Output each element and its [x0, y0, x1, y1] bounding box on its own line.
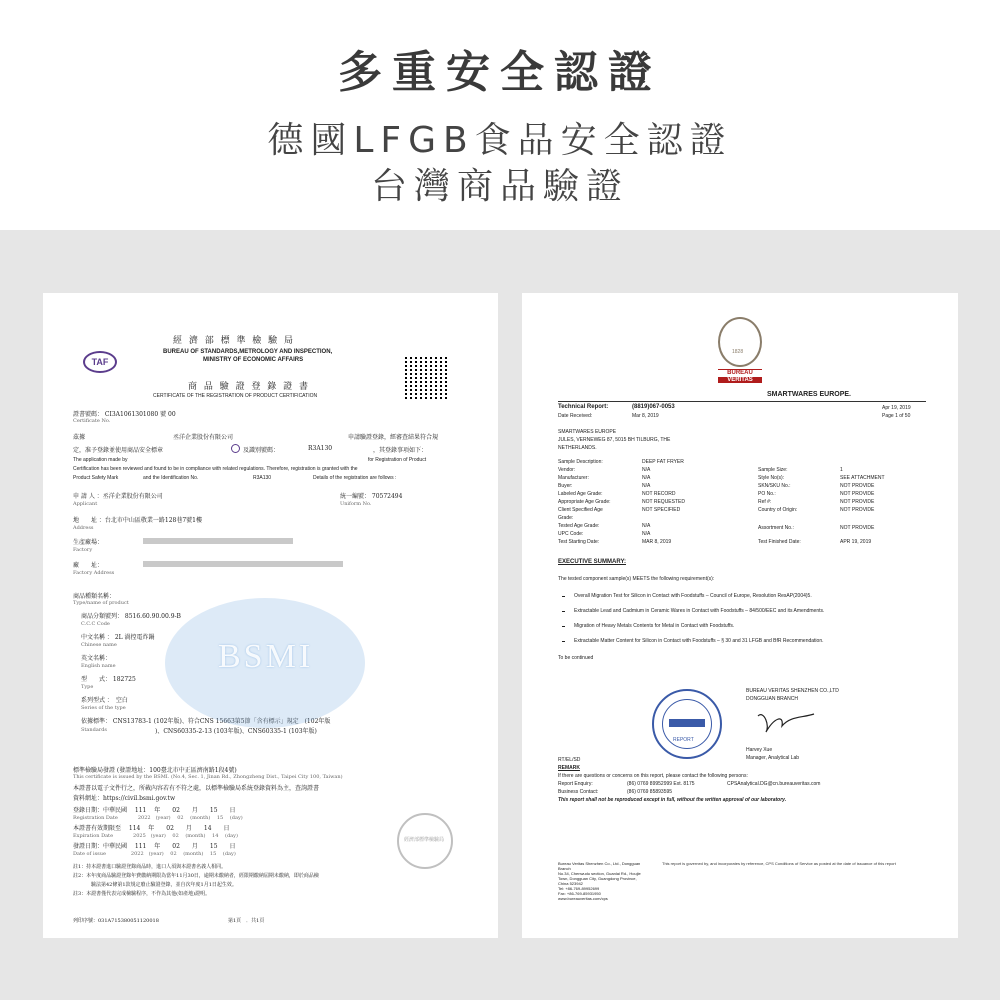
bullet-icon [562, 596, 565, 597]
bsmi-certificate [43, 293, 498, 938]
report-label: Technical Report: [558, 404, 609, 410]
apply-text: 申請驗證登錄，經審查結果符合規 [348, 434, 439, 441]
bv-year: 1828 [732, 349, 744, 355]
print-serial: 列印序號：031A715380051120018 [73, 918, 159, 924]
en-para1: The application made by [73, 457, 128, 463]
client-name: SMARTWARES EUROPE [558, 429, 617, 435]
field-value: N/A [642, 467, 651, 473]
field-value: N/A [642, 475, 651, 481]
field-label: Client Specified Age [558, 507, 603, 513]
bv-logo-bottom: VERITAS [718, 377, 762, 383]
report-page: Page 1 of 50 [882, 413, 911, 419]
field-label: Buyer: [558, 483, 573, 489]
en-para3b: and the Identification No. [143, 475, 199, 481]
agency-name-cn: 經 濟 部 標 準 檢 驗 局 [173, 336, 296, 346]
series-field: 系列型式 ： 空白 [81, 697, 128, 704]
client-country: NETHERLANDS. [558, 445, 597, 451]
remark-text: If there are questions or concerns on this report, please contact the following persons: [558, 773, 748, 779]
en-para2: Certification has been reviewed and found to be in compliance with related regulations. Therefore, registration is granted with the [73, 466, 358, 472]
applicant-en: Applicant [73, 501, 98, 507]
en-para3: Product Safety Mark [73, 475, 119, 481]
uniform-no: 統一編號： 70572494 [340, 493, 403, 500]
issue-date-en: Date of issue 2022 (year) 02 (month) 15 (day) [73, 851, 236, 857]
note-1: 註1：持本證書進口驗證登錄商品時，進口人須與本證書名義人相同。 [73, 864, 227, 870]
main-title: 多重安全認證 [338, 47, 662, 98]
enquiry-phone: (86) 0769 89952999 Ext. 8175 [627, 781, 695, 787]
signature-icon [754, 708, 824, 738]
bsmi-watermark: BSMI [218, 638, 314, 675]
ccc-code: 商品分類號列： 8516.60.90.00.9-B [81, 613, 181, 620]
summary-intro: The tested component sample(s) MEETS the following requirement(s): [558, 576, 715, 582]
issue-date: 發證日期：中華民國 111 年 02 月 15 日 [73, 843, 236, 850]
field-value: NOT SPECIFIED [642, 507, 681, 513]
bv-seal-band [669, 719, 705, 727]
header [0, 0, 1000, 230]
en-para1b: for Registration of Product [368, 457, 427, 463]
english-name: 英文名稱： [81, 655, 112, 662]
enquiry-label: Report Enquiry: [558, 781, 593, 787]
registration-date: 登錄日期：中華民國 111 年 02 月 15 日 [73, 807, 236, 814]
detail-text: ，其登錄事項如下： [373, 447, 428, 454]
en-para3c: Details of the registration are follows : [313, 475, 397, 481]
report-company: SMARTWARES EUROPE. [767, 391, 852, 398]
field-label: Country of Origin: [758, 507, 798, 513]
requirement-item: Migration of Heavy Metals Contents for Metal in Contact with Foodstuffs. [574, 623, 735, 629]
field-label: Test Starting Date: [558, 539, 600, 545]
requirement-item: Overall Migration Test for Silicon in Contact with Foodstuffs – Council of Europe, Resolution ResAP(2004)5. [574, 593, 812, 599]
chinese-name-en: Chinese name [81, 642, 117, 648]
field-value: 1 [840, 467, 843, 473]
address-field: 地 址 ：台北市中山區敬業一路128巷7號1樓 [73, 517, 202, 524]
field-value: N/A [642, 531, 651, 537]
note-2: 註2：本年度商品驗證登錄年費繳納期限為當年11月30日，逾期未繳納者，經限期繳納屆期未繳納，即於商品檢 [73, 873, 319, 879]
summary-title: EXECUTIVE SUMMARY: [558, 559, 627, 565]
redacted-factory [143, 538, 293, 544]
redacted-factory-address [143, 561, 343, 567]
subtitle-lfgb: 德國LFGB食品安全認證 [267, 120, 733, 161]
field-label: Labeled Age Grade: [558, 491, 603, 497]
footer-address-2: No.34, Chenwudu section, Guanlai Rd., Houjie Town, Dongguan City, Guangdong Province, China 523942 [558, 871, 641, 886]
cert-number-en: Certificate No. [73, 418, 111, 424]
client-address: JULES, VERNEWEG 87, 5015 BH TILBURG, THE [558, 437, 671, 443]
bv-logo-top: BUREAU [718, 369, 762, 376]
report-date: Apr 19, 2019 [882, 405, 911, 411]
signer-title: Manager, Analytical Lab [746, 755, 800, 761]
electronic-note: 本證書以電子文件行之，所載內容若有不符之處，以標準檢驗局系統登錄資料為主，查詢證書 [73, 785, 320, 792]
ministry-name-en: MINISTRY OF ECONOMIC AFFAIRS [203, 357, 304, 363]
factory-address-en: Factory Address [73, 570, 115, 576]
field-value: NOT PROVIDE [840, 507, 875, 513]
expiration-date-en: Expiration Date 2025 (year) 02 (month) 14 (day) [73, 833, 238, 839]
field-label: Appropriate Age Grade: [558, 499, 611, 505]
field-value: SEE ATTACHMENT [840, 475, 885, 481]
contact-phone: (86) 0769 85893595 [627, 789, 673, 795]
applicant-field: 申 請 人 ：丞洋企業股份有限公司 [73, 493, 163, 500]
issuer-line: 標準檢驗局發證 (發證地址：100臺北市中正區濟南路1段4號) [73, 767, 237, 774]
field-label: Sample Size: [758, 467, 788, 473]
en-id-number: R3A130 [253, 475, 272, 481]
website-line: 資料網址：https://civil.bsmi.gov.tw [73, 795, 176, 802]
divider [558, 401, 926, 402]
field-value: NOT PROVIDE [840, 525, 875, 531]
cert-number: 證書號碼： CI3A1061301080 號 00 [73, 411, 176, 418]
footer-tel: Tel: +86-769-89952699 [558, 886, 600, 891]
field-label: SKN/SKU No.: [758, 483, 791, 489]
bureau-veritas-report [522, 293, 958, 938]
field-value: DEEP FAT FRYER [642, 459, 684, 465]
chinese-name: 中文名稱 ： 2L 渦控電炸鍋 [81, 634, 155, 641]
footer-web[interactable]: www.bureauveritas.com/cps [558, 896, 608, 901]
field-value: APR 19, 2019 [840, 539, 872, 545]
signer-name: Harvey Xue [746, 747, 773, 753]
footer-terms: This report is governed by, and incorporates by reference, CPS Conditions of Service as posted at the date of issuance of this report [662, 861, 896, 866]
bullet-icon [562, 641, 565, 642]
address-en: Address [73, 525, 94, 531]
registration-date-en: Registration Date 2022 (year) 02 (month) 15 (day) [73, 815, 243, 821]
requirement-item: Extractable Lead and Cadmium in Ceramic Wares in Contact with Foodstuffs – 84/500/EEC and its Amendments. [574, 608, 825, 614]
qr-code-icon [405, 355, 449, 399]
subtitle-taiwan: 台灣商品驗證 [370, 166, 629, 207]
product-name-en: Type/name of product [73, 600, 129, 606]
standards-en: Standards [81, 727, 107, 733]
received-date: Mar 8, 2019 [632, 413, 659, 419]
received-label: Date Received: [558, 413, 593, 419]
factory-field: 生產廠場： [73, 539, 104, 546]
mark-text: 定，准予登錄並使用商品安全標章 [73, 447, 164, 454]
applicant-company: 丞洋企業股份有限公司 [173, 434, 234, 441]
bv-seal-text: REPORT [673, 737, 694, 743]
lab-branch: DONGGUAN BRANCH [746, 696, 798, 702]
bullet-icon [562, 611, 565, 612]
note-2b: 驗法第42條第1款規定廢止驗證登錄，並自次年度1月1日起生效。 [91, 882, 237, 888]
field-label: UPC Code: [558, 531, 584, 537]
field-value: N/A [642, 483, 651, 489]
field-value: NOT PROVIDE [840, 491, 875, 497]
uniform-no-en: Uniform No. [340, 501, 372, 507]
field-label: Ref #: [758, 499, 772, 505]
footer-fax: Fax: +86-769-85931950 [558, 891, 601, 896]
cert-title-cn: 商 品 驗 證 登 錄 證 書 [188, 382, 311, 392]
standards-field: 依據標準： CNS13783-1 (102年版)、符合CNS 15663第5節「含有標示」規定 (102年版 [81, 718, 331, 725]
field-value: NOT PROVIDE [840, 499, 875, 505]
field-label: Assortment No.: [758, 525, 794, 531]
product-name-field: 商品種類名稱： [73, 593, 116, 600]
report-number: (8819)067-0053 [632, 404, 675, 410]
field-label: Sample Description: [558, 459, 603, 465]
id-number: R3A130 [308, 445, 333, 452]
bullet-icon [562, 626, 565, 627]
series-en: Series of the type [81, 705, 126, 711]
footer-address-block [558, 861, 648, 901]
factory-en: Factory [73, 547, 93, 553]
page-number: 第1頁 ．共1頁 [228, 918, 265, 924]
note-3: 註3：本證書僅代表完成檢驗程序，不作為其他(如產地)證明。 [73, 891, 211, 897]
factory-address-field: 廠 址： [73, 562, 104, 569]
field-label: PO No.: [758, 491, 776, 497]
field-value: NOT RECORD [642, 491, 676, 497]
safety-mark-icon [231, 444, 240, 453]
english-name-en: English name [81, 663, 116, 669]
expiration-date: 本證書有效期限至 114 年 02 月 14 日 [73, 825, 230, 832]
enquiry-email: CPSAnalytical.DG@cn.bureauveritas.com [727, 781, 821, 787]
type-field: 型 式： 182725 [81, 676, 136, 683]
field-label: Manufacturer: [558, 475, 589, 481]
agency-name-en: BUREAU OF STANDARDS,METROLOGY AND INSPECTION, [163, 349, 333, 355]
basis-label: 茲據 [73, 434, 86, 441]
field-label: Test Finished Date: [758, 539, 801, 545]
field-label: Style No(s): [758, 475, 785, 481]
field-value: NOT PROVIDE [840, 483, 875, 489]
ccc-code-en: C.C.C Code [81, 621, 110, 627]
field-label: Vendor: [558, 467, 576, 473]
lab-name: BUREAU VERITAS SHENZHEN CO.,LTD [746, 688, 839, 694]
bv-logo-emblem [718, 317, 762, 367]
footer-address: Bureau Veritas Shenzhen Co., Ltd., Dongguan Branch [558, 861, 641, 871]
field-value: NOT REQUESTED [642, 499, 685, 505]
disclaimer: This report shall not be reproduced except in full, without the written approval of our laboratory. [558, 797, 787, 803]
rt-code: RT/EL/SD [558, 757, 581, 763]
to-be-continued: To be continued [558, 655, 594, 661]
field-label: Tested Age Grade: [558, 523, 600, 529]
field-value: MAR 8, 2019 [642, 539, 672, 545]
issuer-line-en: This certificate is issued by the BSMI. (No.4, Sec. 1, Jinan Rd., Zhongzheng Dist., Taipei City 100, Taiwan) [73, 774, 343, 780]
bsmi-seal-text: 經濟部標準檢驗局 [404, 837, 445, 843]
type-en: Type [81, 684, 94, 690]
standards-field-2: )、CNS60335-2-13 (103年版)、CNS60335-1 (103年版) [155, 728, 317, 735]
contact-label: Business Contact: [558, 789, 599, 795]
id-text: 及識別號碼： [243, 447, 280, 454]
field-label: Grade: [558, 515, 574, 521]
requirement-item: Extractable Matter Content for Silicon in Contact with Foodstuffs – § 30 and 31 LFGB and BfR Recommendation. [574, 638, 824, 644]
field-value: N/A [642, 523, 651, 529]
taf-logo: TAF [83, 351, 117, 373]
remark-title: REMARK [558, 765, 580, 771]
cert-title-en: CERTIFICATE OF THE REGISTRATION OF PRODUCT CERTIFICATION [153, 393, 318, 399]
